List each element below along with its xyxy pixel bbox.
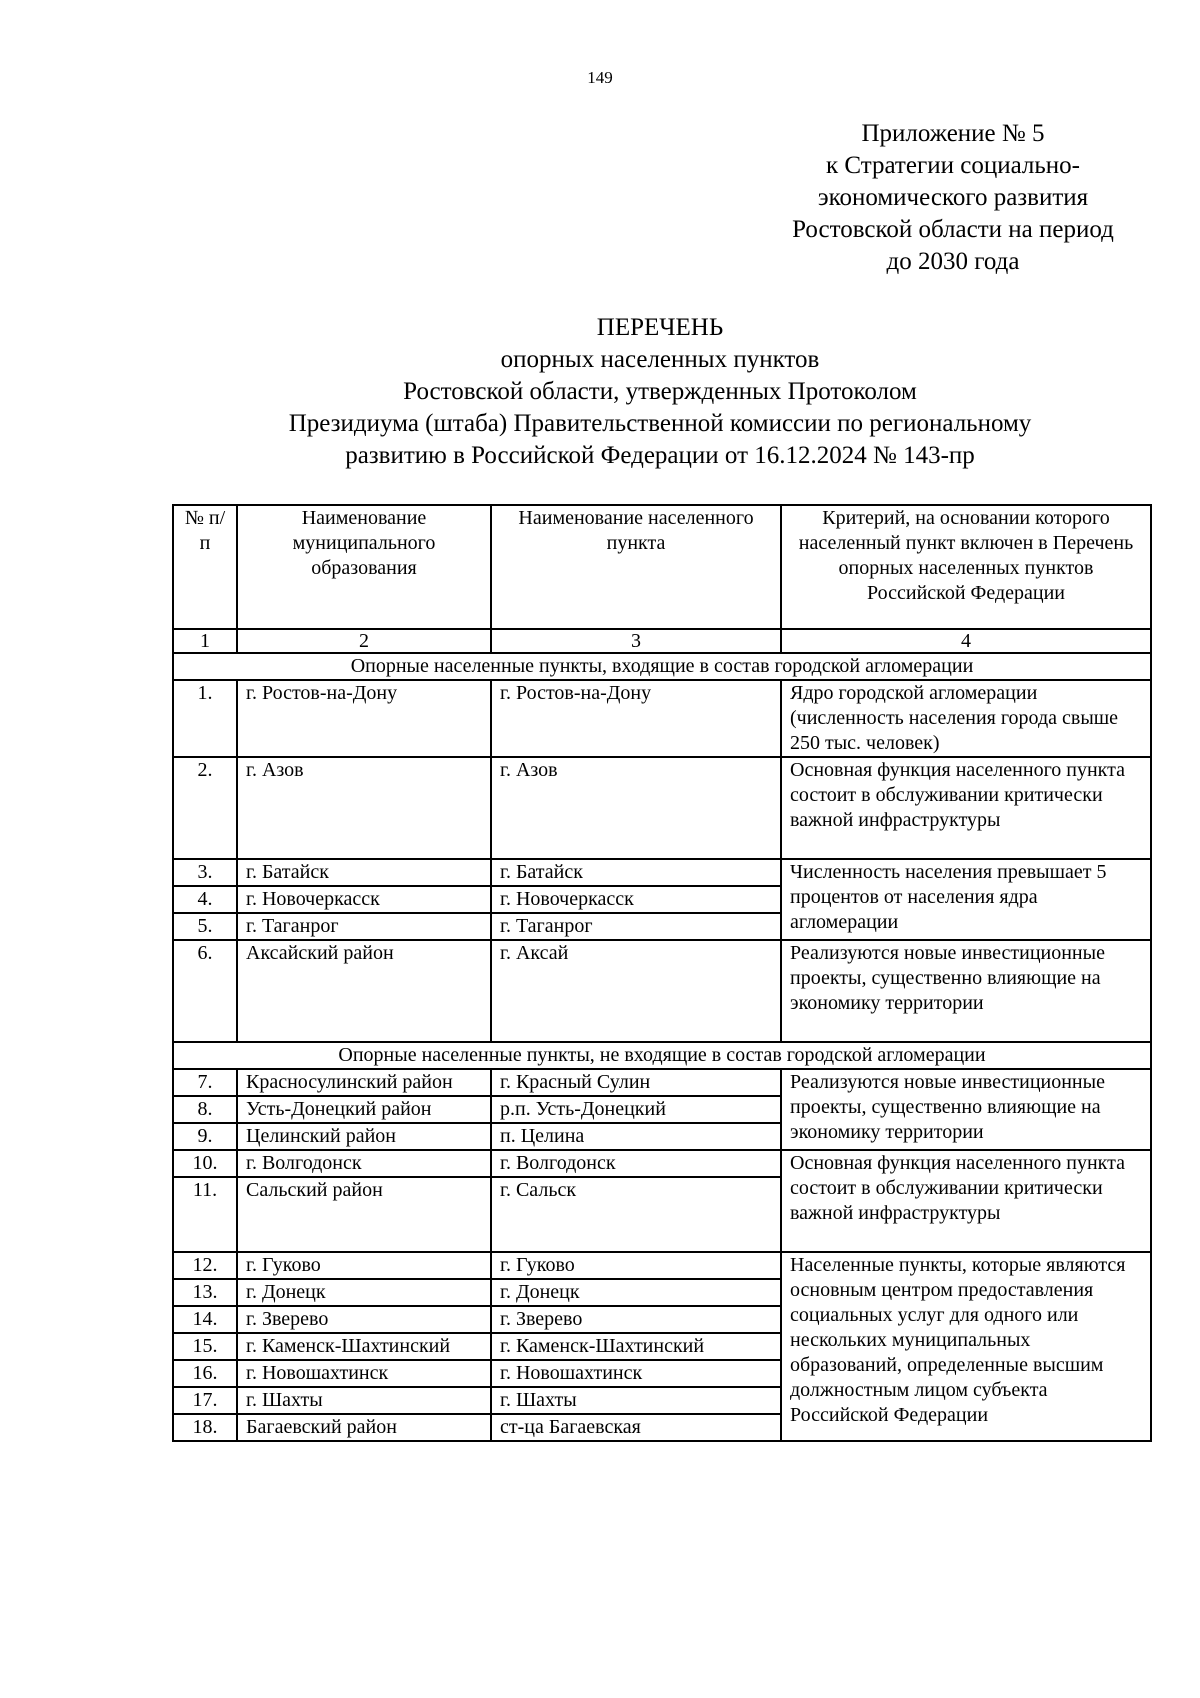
- row-municipality: Усть-Донецкий район: [237, 1096, 491, 1123]
- title-line: развитию в Российской Федерации от 16.12.2024 № 143-пр: [345, 442, 975, 469]
- row-num: 10.: [173, 1150, 237, 1177]
- row-settlement: г. Волгодонск: [491, 1150, 781, 1177]
- appendix-line: до 2030 года: [886, 248, 1020, 275]
- row-municipality: Аксайский район: [237, 940, 491, 1042]
- row-settlement: г. Красный Сулин: [491, 1069, 781, 1096]
- row-criterion: Ядро городской агломерации (численность населения города свыше 250 тыс. человек): [781, 680, 1151, 757]
- settlements-table: [172, 504, 1152, 1442]
- row-num: 16.: [173, 1360, 237, 1387]
- row-municipality: г. Батайск: [237, 859, 491, 886]
- row-num: 18.: [173, 1414, 237, 1441]
- row-num: 15.: [173, 1333, 237, 1360]
- row-municipality: г. Волгодонск: [237, 1150, 491, 1177]
- row-municipality: г. Зверево: [237, 1306, 491, 1333]
- title-line: опорных населенных пунктов: [500, 346, 820, 373]
- section-title: Опорные населенные пункты, не входящие в состав городской агломерации: [173, 1042, 1151, 1069]
- row-municipality: Целинский район: [237, 1123, 491, 1150]
- row-settlement: г. Новочеркасск: [491, 886, 781, 913]
- row-num: 13.: [173, 1279, 237, 1306]
- row-municipality: Красносулинский район: [237, 1069, 491, 1096]
- row-settlement: г. Ростов-на-Дону: [491, 680, 781, 757]
- row-settlement: г. Каменск-Шахтинский: [491, 1333, 781, 1360]
- appendix-line: экономического развития: [817, 184, 1089, 211]
- row-municipality: г. Гуково: [237, 1252, 491, 1279]
- row-num: 14.: [173, 1306, 237, 1333]
- row-settlement: г. Донецк: [491, 1279, 781, 1306]
- appendix-note: [730, 118, 1176, 278]
- row-num: 1.: [173, 680, 237, 757]
- row-num: 6.: [173, 940, 237, 1042]
- column-number: 3: [491, 629, 781, 653]
- column-numbers-row: [173, 629, 1151, 653]
- row-criterion: Населенные пункты, которые являются основным центром предоставления социальных услуг для одного или нескольких муниципальных образований, определенные высшим должностным лицом субъекта Российской Федерации: [781, 1252, 1151, 1441]
- row-municipality: г. Ростов-на-Дону: [237, 680, 491, 757]
- row-num: 3.: [173, 859, 237, 886]
- page-number: 149: [587, 68, 613, 87]
- section-row: [173, 1042, 1151, 1069]
- document-title: [150, 312, 1170, 472]
- row-criterion: Реализуются новые инвестиционные проекты, существенно влияющие на экономику территории: [781, 940, 1151, 1042]
- table-row: [173, 940, 1151, 1042]
- row-settlement: р.п. Усть-Донецкий: [491, 1096, 781, 1123]
- row-num: 2.: [173, 757, 237, 859]
- row-municipality: г. Каменск-Шахтинский: [237, 1333, 491, 1360]
- column-number: 4: [781, 629, 1151, 653]
- row-settlement: г. Гуково: [491, 1252, 781, 1279]
- row-settlement: г. Азов: [491, 757, 781, 859]
- table-row: [173, 1069, 1151, 1096]
- row-settlement: г. Таганрог: [491, 913, 781, 940]
- row-num: 8.: [173, 1096, 237, 1123]
- row-municipality: г. Новочеркасск: [237, 886, 491, 913]
- table-row: [173, 1150, 1151, 1177]
- row-criterion: Основная функция населенного пункта состоит в обслуживании критически важной инфраструктуры: [781, 757, 1151, 859]
- column-number: 2: [237, 629, 491, 653]
- section-row: [173, 653, 1151, 680]
- row-num: 9.: [173, 1123, 237, 1150]
- row-criterion: Численность населения превышает 5 процентов от населения ядра агломерации: [781, 859, 1151, 940]
- appendix-line: Ростовской области на период: [792, 216, 1114, 243]
- row-num: 12.: [173, 1252, 237, 1279]
- row-num: 11.: [173, 1177, 237, 1252]
- table-row: [173, 680, 1151, 757]
- row-settlement: г. Зверево: [491, 1306, 781, 1333]
- row-num: 5.: [173, 913, 237, 940]
- row-settlement: г. Сальск: [491, 1177, 781, 1252]
- column-number: 1: [173, 629, 237, 653]
- table-header-row: [173, 505, 1151, 629]
- appendix-line: Приложение № 5: [861, 120, 1045, 147]
- row-settlement: п. Целина: [491, 1123, 781, 1150]
- title-line: Ростовской области, утвержденных Протоколом: [403, 378, 917, 405]
- row-criterion: Основная функция населенного пункта состоит в обслуживании критически важной инфраструктуры: [781, 1150, 1151, 1252]
- row-settlement: ст-ца Багаевская: [491, 1414, 781, 1441]
- row-settlement: г. Шахты: [491, 1387, 781, 1414]
- row-settlement: г. Новошахтинск: [491, 1360, 781, 1387]
- row-criterion: Реализуются новые инвестиционные проекты, существенно влияющие на экономику территории: [781, 1069, 1151, 1150]
- row-municipality: г. Азов: [237, 757, 491, 859]
- table-row: [173, 1252, 1151, 1279]
- row-settlement: г. Батайск: [491, 859, 781, 886]
- row-num: 4.: [173, 886, 237, 913]
- header-municipality: Наименование муниципального образования: [237, 505, 491, 629]
- row-settlement: г. Аксай: [491, 940, 781, 1042]
- row-num: 17.: [173, 1387, 237, 1414]
- header-settlement: Наименование населенного пункта: [491, 505, 781, 629]
- table-row: [173, 859, 1151, 886]
- title-line: Президиума (штаба) Правительственной комиссии по региональному: [288, 410, 1032, 437]
- title-heading: ПЕРЕЧЕНЬ: [596, 314, 724, 341]
- header-num: № п/п: [173, 505, 237, 629]
- row-num: 7.: [173, 1069, 237, 1096]
- row-municipality: г. Таганрог: [237, 913, 491, 940]
- row-municipality: г. Шахты: [237, 1387, 491, 1414]
- row-municipality: г. Донецк: [237, 1279, 491, 1306]
- table-row: [173, 757, 1151, 859]
- header-criterion: Критерий, на основании которого населенный пункт включен в Перечень опорных населенных пунктов Российской Федерации: [781, 505, 1151, 629]
- section-title: Опорные населенные пункты, входящие в состав городской агломерации: [173, 653, 1151, 680]
- row-municipality: г. Новошахтинск: [237, 1360, 491, 1387]
- row-municipality: Багаевский район: [237, 1414, 491, 1441]
- appendix-line: к Стратегии социально-: [826, 152, 1080, 179]
- row-municipality: Сальский район: [237, 1177, 491, 1252]
